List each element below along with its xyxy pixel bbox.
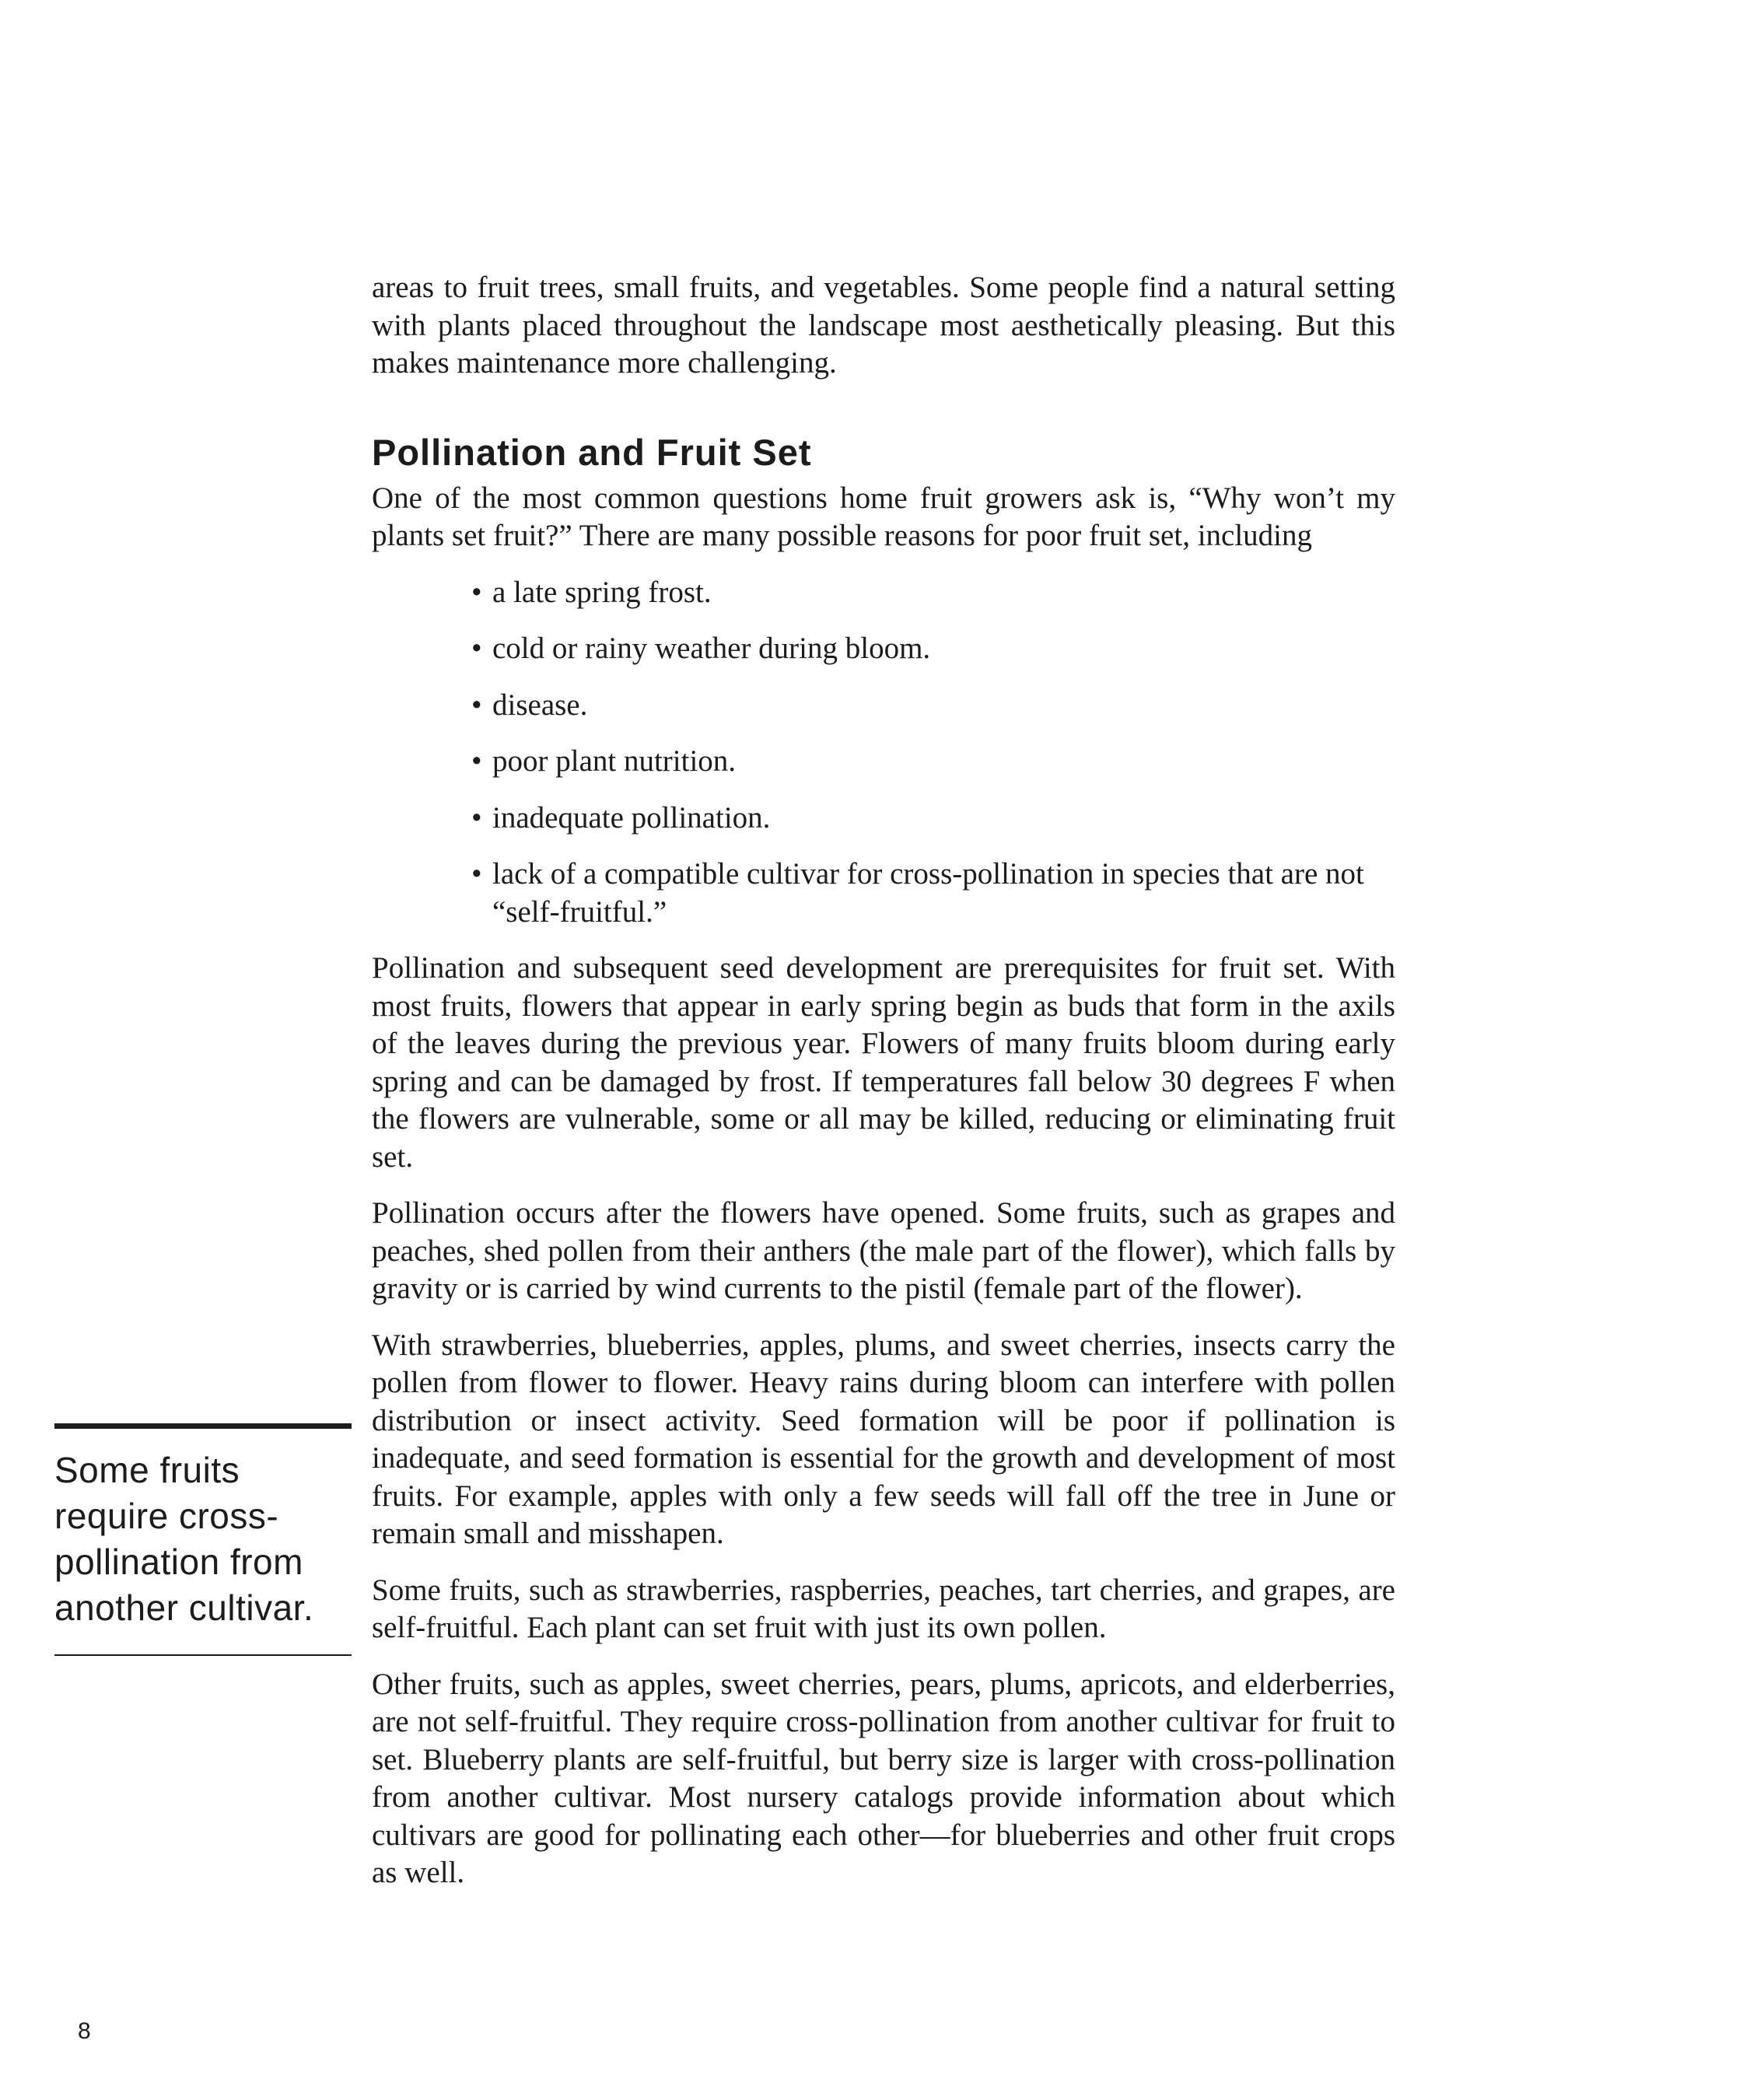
- intro-paragraph: areas to fruit trees, small fruits, and vegetables. Some people find a natural setting with plants placed throughout the landscape most aesthetically pleasing. But this makes maintenance more challenging.: [372, 271, 1395, 380]
- list-item-text: a late spring frost.: [492, 575, 712, 609]
- page-number: 8: [78, 2018, 91, 2044]
- list-item: [471, 800, 1395, 838]
- list-item-text: inadequate pollination.: [492, 800, 771, 835]
- sidebar-top-rule: [54, 1423, 352, 1429]
- list-item-text: poor plant nutrition.: [492, 744, 737, 778]
- bullet-mark: •: [471, 575, 482, 609]
- body-paragraph: Some fruits, such as strawberries, raspberries, peaches, tart cherries, and grapes, are self-fruitful. Each plant can set fruit with just its own pollen.: [372, 1573, 1395, 1644]
- pull-quote-line: another cultivar.: [54, 1587, 314, 1628]
- section-heading: Pollination and Fruit Set: [372, 431, 812, 473]
- list-item-text: lack of a compatible cultivar for cross-pollination in species that are not “self-fruitful.”: [492, 857, 1364, 929]
- body-paragraph: With strawberries, blueberries, apples, plums, and sweet cherries, insects carry the pollen from flower to flower. Heavy rains during bloom can interfere with pollen distribution or insect activity. Seed formation will be poor if pollination is inadequate, and seed formation is essential for the growth and development of most fruits. For example, apples with only a few seeds will fall off the tree in June or remain small and misshapen.: [372, 1328, 1395, 1550]
- list-item-text: cold or rainy weather during bloom.: [492, 632, 931, 665]
- bullet-mark: •: [471, 688, 482, 722]
- main-text-column: [372, 269, 1395, 1911]
- list-item: [471, 856, 1395, 931]
- bullet-mark: •: [471, 632, 482, 665]
- body-paragraph: Pollination occurs after the flowers have opened. Some fruits, such as grapes and peaches, shed pollen from their anthers (the male part of the flower), which falls by gravity or is carried by wind currents to the pistil (female part of the flower).: [372, 1196, 1395, 1305]
- list-item: [471, 743, 1395, 781]
- list-item-text: disease.: [492, 688, 588, 722]
- bullet-mark: •: [471, 857, 482, 891]
- bullet-mark: •: [471, 800, 482, 835]
- lead-paragraph: One of the most common questions home fruit growers ask is, “Why won’t my plants set fruit?” There are many possible reasons for poor fruit set, including: [372, 481, 1395, 552]
- list-item: [471, 630, 1395, 668]
- pull-quote-line: require cross-: [54, 1496, 279, 1536]
- bullet-mark: •: [471, 744, 482, 778]
- body-paragraph: Other fruits, such as apples, sweet cherries, pears, plums, apricots, and elderberries, are not self-fruitful. They require cross-pollination from another cultivar for fruit to set. Blueberry plants are self-fruitful, but berry size is larger with cross-pollination from another cultivar. Most nursery catalogs provide information about which cultivars are good for pollinating each other—for blueberries and other fruit crops as well.: [372, 1667, 1395, 1889]
- list-item: [471, 687, 1395, 725]
- pull-quote-line: pollination from: [54, 1542, 303, 1582]
- sidebar-bottom-rule: [54, 1654, 352, 1656]
- pull-quote-line: Some fruits: [54, 1450, 240, 1490]
- reasons-list: [372, 574, 1395, 932]
- pull-quote: [54, 1447, 352, 1631]
- pull-quote-sidebar: [54, 1423, 352, 1656]
- list-item: [471, 574, 1395, 612]
- body-paragraph: Pollination and subsequent seed development are prerequisites for fruit set. With most fruits, flowers that appear in early spring begin as buds that form in the axils of the leaves during the previous year. Flowers of many fruits bloom during early spring and can be damaged by frost. If temperatures fall below 30 degrees F when the flowers are vulnerable, some or all may be killed, reducing or eliminating fruit set.: [372, 951, 1395, 1174]
